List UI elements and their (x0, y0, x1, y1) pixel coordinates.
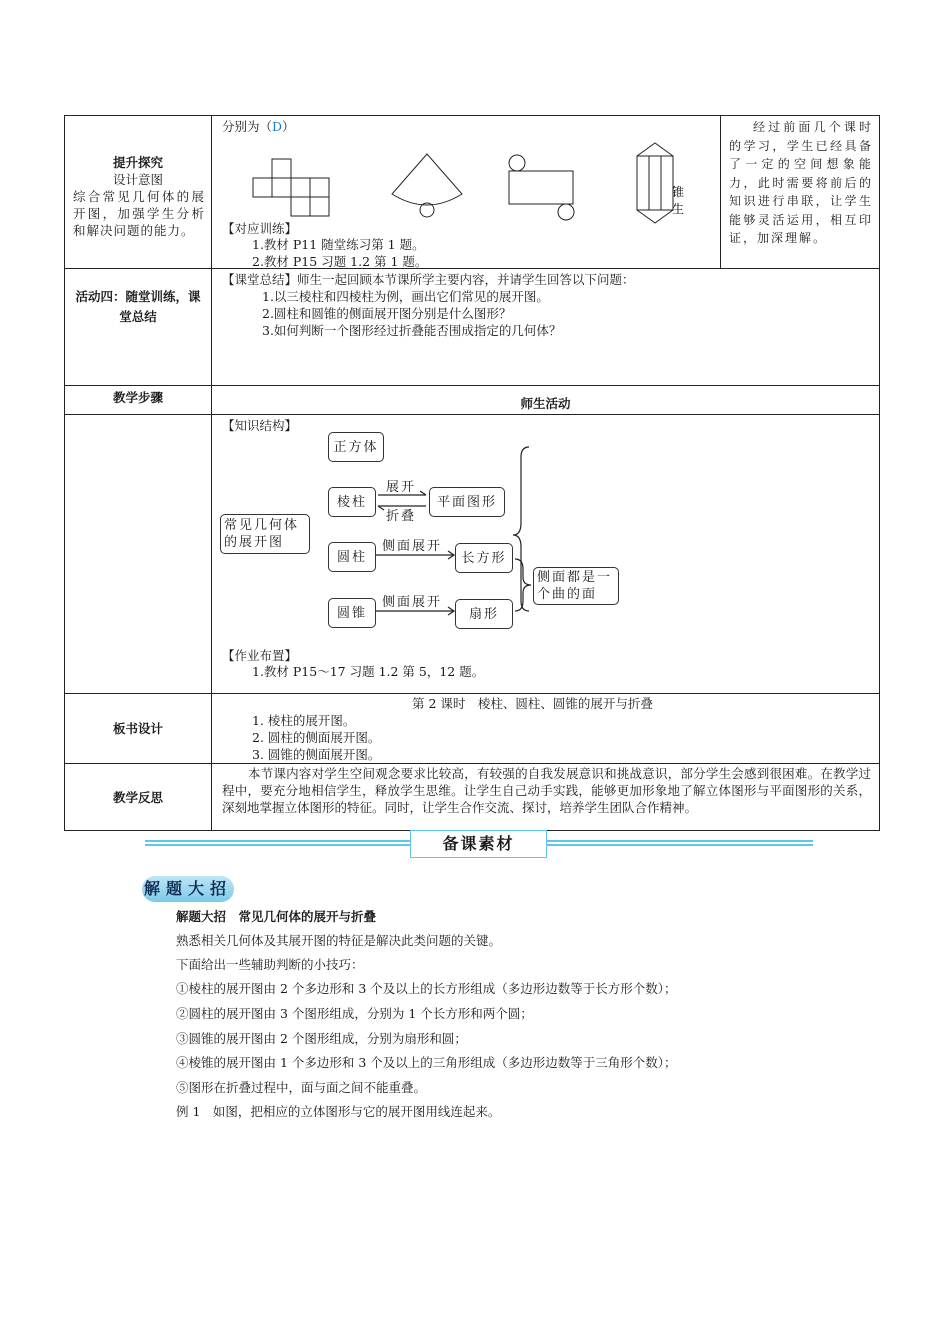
reflection-cell (65, 764, 212, 831)
cylinder-rect (509, 171, 573, 204)
fig-label-a: 锥 (672, 185, 685, 199)
knowledge-cell (212, 415, 880, 694)
cylinder-top-circle (509, 155, 525, 171)
node-prism: 棱柱 (328, 487, 376, 517)
activity-four-label: 活动四：随堂训练，课堂总结 (75, 289, 201, 324)
row-header (65, 386, 880, 415)
right-brace (515, 559, 531, 611)
summary-question: 2.圆柱和圆锥的侧面展开图分别是什么图形？ (262, 306, 512, 321)
net-square (253, 178, 272, 197)
practice-heading: 【对应训练】 (222, 221, 298, 236)
reflection-label: 教学反思 (112, 789, 163, 805)
section-paragraph: 熟悉相关几何体及其展开图的特征是解决此类问题的关键。 (176, 933, 502, 948)
homework-item: 1.教材 P15～17 习题 1.2 第 5，12 题。 (252, 664, 485, 679)
design-intent-text: 综合常见几何体的展开图，加强学生分析和解决问题的能力。 (73, 189, 205, 238)
prism-faces (637, 156, 673, 210)
node-rectangle: 长方形 (455, 543, 513, 573)
note-cell (721, 116, 880, 269)
prism-top-triangle (637, 143, 673, 156)
node-cube: 正方体 (328, 432, 384, 462)
solution-tips-badge: 解题大招 (142, 876, 234, 902)
net-figures (212, 116, 721, 226)
net-square (291, 178, 310, 197)
tip-item: ⑤图形在折叠过程中，面与面之间不能重叠。 (176, 1080, 427, 1095)
activities-header-label: 师生活动 (520, 395, 571, 411)
node-plane-figure: 平面图形 (429, 487, 505, 517)
summary-question: 1.以三棱柱和四棱柱为例，画出它们常见的展开图。 (262, 289, 549, 304)
teaching-steps-label: 教学步骤 (112, 389, 163, 405)
advanced-explore-title: 提升探究 (112, 155, 163, 170)
cone-sector (392, 154, 462, 205)
board-item: 2. 圆柱的侧面展开图。 (252, 730, 381, 745)
net-square (291, 197, 310, 216)
row-knowledge (65, 415, 880, 694)
board-title: 第 2 课时 棱柱、圆柱、圆锥的展开与折叠 (412, 696, 653, 711)
lesson-plan-table (64, 115, 880, 831)
net-square (310, 197, 329, 216)
knowledge-heading: 【知识结构】 (222, 418, 298, 433)
homework-heading: 【作业布置】 (222, 648, 298, 663)
label-side-unfold-2: 侧面展开 (382, 595, 443, 610)
board-design-cell (65, 694, 212, 764)
board-content-cell (212, 694, 880, 764)
summary-question: 3.如何判断一个图形经过折叠能否围成指定的几何体？ (262, 323, 562, 338)
node-curved-surface: 侧面都是一个曲的面 (533, 567, 619, 605)
row-reflection (65, 764, 880, 831)
reflection-text-cell (212, 764, 880, 831)
section-title: 解题大招 常见几何体的展开与折叠 (176, 909, 377, 924)
teaching-steps-cell (65, 386, 212, 415)
fig-label-b: 生 (672, 202, 685, 216)
practice-item: 1.教材 P11 随堂练习第 1 题。 (252, 237, 425, 252)
label-unfold: 展开 (386, 480, 417, 495)
banner-title: 备课素材 (410, 830, 547, 858)
tip-item: ②圆柱的展开图由 3 个图形组成，分别为 1 个长方形和两个圆； (176, 1006, 533, 1021)
answer-line: 分别为（D） (222, 119, 295, 134)
activity-four-cell (65, 269, 212, 386)
empty-cell (65, 415, 212, 694)
summary-cell (212, 269, 880, 386)
practice-item: 2.教材 P15 习题 1.2 第 1 题。 (252, 254, 428, 269)
node-cylinder: 圆柱 (328, 542, 376, 572)
node-sector: 扇形 (455, 599, 513, 629)
row-board-design (65, 694, 880, 764)
board-item: 3. 圆锥的侧面展开图。 (252, 747, 381, 762)
net-square (272, 159, 291, 178)
activities-header-cell (212, 386, 880, 415)
board-item: 1. 棱柱的展开图。 (252, 713, 356, 728)
row-advanced-explore (65, 116, 880, 269)
row-activity-four (65, 269, 880, 386)
answer-value: D (272, 119, 283, 134)
example-line: 例 1 如图，把相应的立体图形与它的展开图用线连起来。 (176, 1104, 501, 1119)
board-design-label: 板书设计 (112, 721, 163, 736)
label-side-unfold-1: 侧面展开 (382, 539, 443, 554)
advanced-explore-cell (65, 116, 212, 269)
net-square (310, 178, 329, 197)
knowledge-connectors (212, 415, 880, 694)
label-fold: 折叠 (386, 509, 417, 524)
cylinder-bottom-circle (558, 204, 574, 220)
prism-bottom-triangle (637, 210, 673, 223)
tip-item: ③圆锥的展开图由 2 个图形组成，分别为扇形和圆； (176, 1031, 467, 1046)
section-paragraph: 下面给出一些辅助判断的小技巧： (176, 957, 364, 972)
teaching-note: 经过前面几个课时的学习，学生已经具备了一定的空间想象能力，此时需要将前后的知识进行串联，让学生能够灵活运用，相互印证，加深理解。 (729, 120, 873, 245)
prep-material-banner (145, 830, 813, 856)
summary-intro: 【课堂总结】师生一起回顾本节课所学主要内容，并请学生回答以下问题： (222, 272, 635, 287)
node-cone: 圆锥 (328, 598, 376, 628)
design-intent-label: 设计意图 (112, 172, 163, 187)
tip-item: ④棱锥的展开图由 1 个多边形和 3 个及以上的三角形组成（多边形边数等于三角形个数）； (176, 1055, 677, 1070)
exercise-cell (212, 116, 721, 269)
tip-item: ①棱柱的展开图由 2 个多边形和 3 个及以上的长方形组成（多边形边数等于长方形个数）； (176, 981, 677, 996)
net-square (272, 178, 291, 197)
root-node: 常见几何体的展开图 (220, 514, 310, 554)
reflection-text: 本节课内容对学生空间观念要求比较高，有较强的自我发展意识和挑战意识，部分学生会感到很困难。在教学过程中，要充分地相信学生，释放学生思维。让学生自己动手实践，能够更加形象地了解立体图形与平面图形的关系，深刻地掌握立体图形的特征。同时，让学生合作交流、探讨，培养学生团队合作精神。 (222, 766, 871, 815)
